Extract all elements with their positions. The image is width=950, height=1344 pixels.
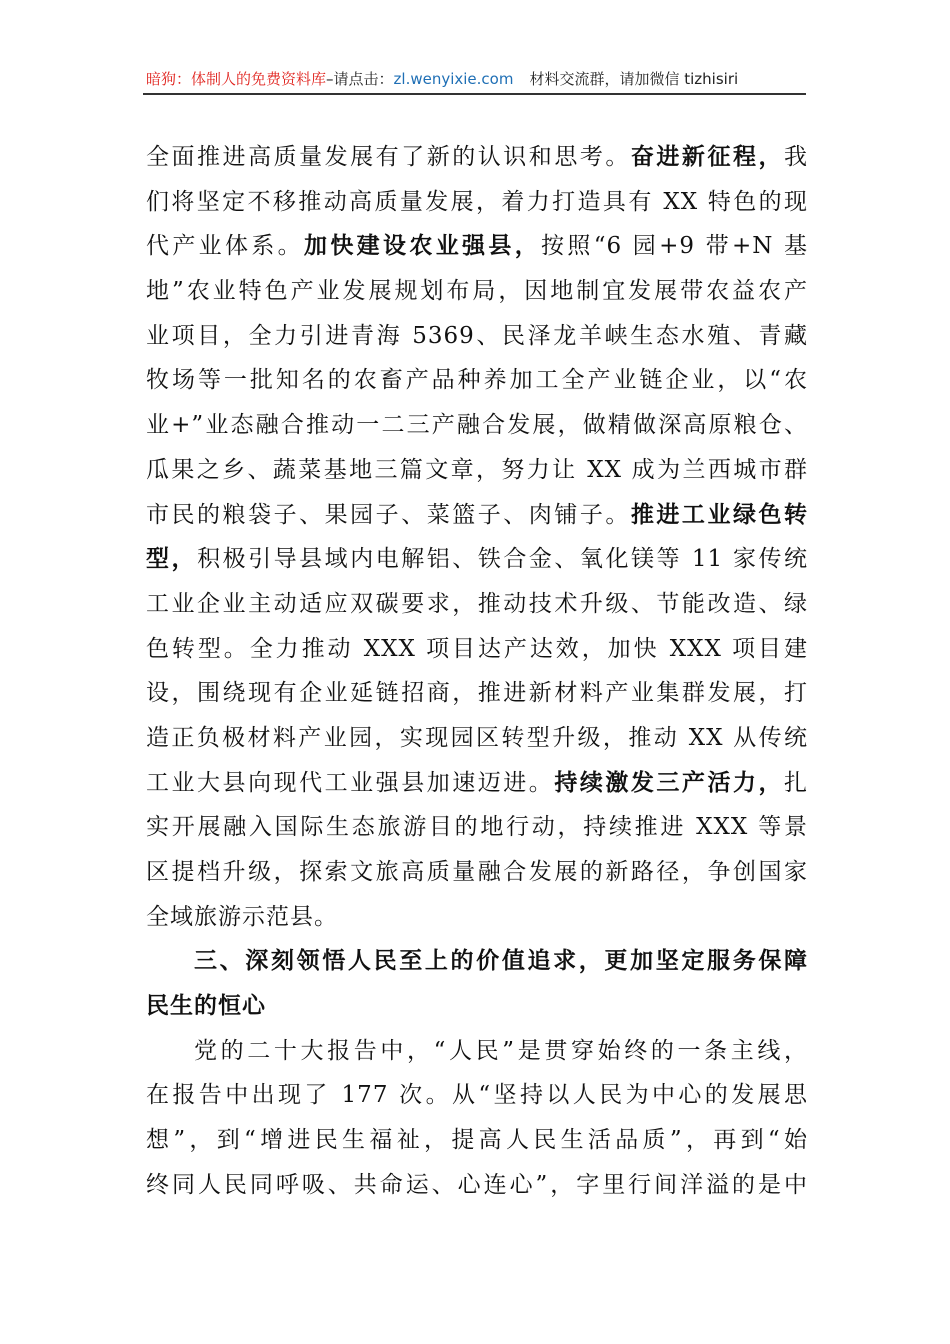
text-segment: 想”，到“增进民生福祉，提高人民生活品质”，再到“始	[146, 1127, 808, 1154]
text-segment: 市民的粮袋子、果园子、菜篮子、肉铺子。	[146, 501, 631, 528]
site-url-link[interactable]: zl.wenyixie.com	[393, 70, 514, 88]
text-line	[146, 671, 808, 716]
text-segment: 我	[784, 144, 809, 170]
text-line	[146, 761, 808, 806]
bold-text: 奋进新征程，	[630, 144, 785, 170]
text-segment: 积极引导县域内电解铝、铁合金、氧化镁等 11 家传统	[197, 546, 809, 573]
text-line	[146, 1073, 808, 1118]
header-divider	[143, 93, 806, 95]
text-line	[146, 627, 808, 672]
text-line	[146, 850, 808, 895]
text-line	[146, 269, 808, 314]
text-segment: 们将坚定不移推动高质量发展，着力打造具有 XX 特色的现	[146, 188, 808, 215]
text-line	[146, 1163, 808, 1208]
bold-text: 民生的恒心	[146, 993, 266, 1020]
text-segment: 色转型。全力推动 XXX 项目达产达效，加快 XXX 项目建	[146, 635, 808, 662]
document-body	[146, 135, 808, 1208]
text-segment: 地”农业特色产业发展规划布局，因地制宜发展带农益农产	[146, 278, 808, 305]
text-segment: 全面推进高质量发展有了新的认识和思考。	[146, 144, 631, 170]
text-segment: 业+”业态融合推动一二三产融合发展，做精做深高原粮仓、	[146, 412, 808, 439]
text-segment: 按照“6 园+9 带+N 基	[541, 233, 808, 260]
text-line	[146, 180, 808, 225]
text-segment: 全域旅游示范县。	[146, 903, 338, 930]
click-prompt: –请点击：	[326, 70, 394, 88]
text-segment: 区提档升级，探索文旅高质量融合发展的新路径，争创国家	[146, 859, 808, 885]
text-segment: 工业企业主动适应双碳要求，推动技术升级、节能改造、绿	[146, 590, 808, 617]
text-segment: 牧场等一批知名的农畜产品种养加工全产业链企业，以“农	[146, 367, 808, 394]
bold-text: 型，	[146, 546, 198, 573]
text-line	[146, 939, 808, 984]
text-line	[146, 805, 808, 850]
text-segment: 工业大县向现代工业强县加速迈进。	[146, 769, 555, 796]
text-line	[146, 895, 808, 940]
text-segment: 终同人民同呼吸、共命运、心连心”，字里行间洋溢的是中	[146, 1171, 808, 1198]
text-segment: 瓜果之乡、蔬菜基地三篇文章，努力让 XX 成为兰西城市群	[146, 456, 808, 483]
text-line	[146, 984, 808, 1029]
text-segment: 业项目，全力引进青海 5369、民泽龙羊峡生态水殖、青藏	[146, 322, 808, 349]
text-segment: 党的二十大报告中，“人民”是贯穿始终的一条主线，	[194, 1037, 808, 1064]
text-segment: 设，围绕现有企业延链招商，推进新材料产业集群发展，打	[146, 680, 808, 707]
site-name: 暗狗：体制人的免费资料库	[146, 70, 327, 88]
bold-text: 持续激发三产活力，	[554, 769, 785, 796]
text-line	[146, 135, 808, 180]
text-segment: 代产业体系。	[146, 233, 305, 260]
page-header	[146, 68, 806, 89]
contact-info: 材料交流群，请加微信 tizhisiri	[529, 70, 739, 88]
text-segment: 实开展融入国际生态旅游目的地行动，持续推进 XXX 等景	[146, 814, 808, 841]
text-line	[146, 358, 808, 403]
text-segment: 扎	[784, 769, 809, 796]
text-line	[146, 314, 808, 359]
text-line	[146, 403, 808, 448]
text-line	[146, 448, 808, 493]
text-line	[146, 493, 808, 538]
text-line	[146, 537, 808, 582]
bold-text: 三、深刻领悟人民至上的价值追求，更加坚定服务保障	[194, 948, 808, 975]
bold-text: 加快建设农业强县，	[304, 233, 542, 260]
text-segment: 在报告中出现了 177 次。从“坚持以人民为中心的发展思	[146, 1082, 808, 1109]
text-line	[146, 224, 808, 269]
text-line	[146, 1029, 808, 1074]
text-line	[146, 582, 808, 627]
bold-text: 推进工业绿色转	[630, 501, 809, 528]
text-segment: 造正负极材料产业园，实现园区转型升级，推动 XX 从传统	[146, 724, 808, 751]
text-line	[146, 1118, 808, 1163]
text-line	[146, 716, 808, 761]
